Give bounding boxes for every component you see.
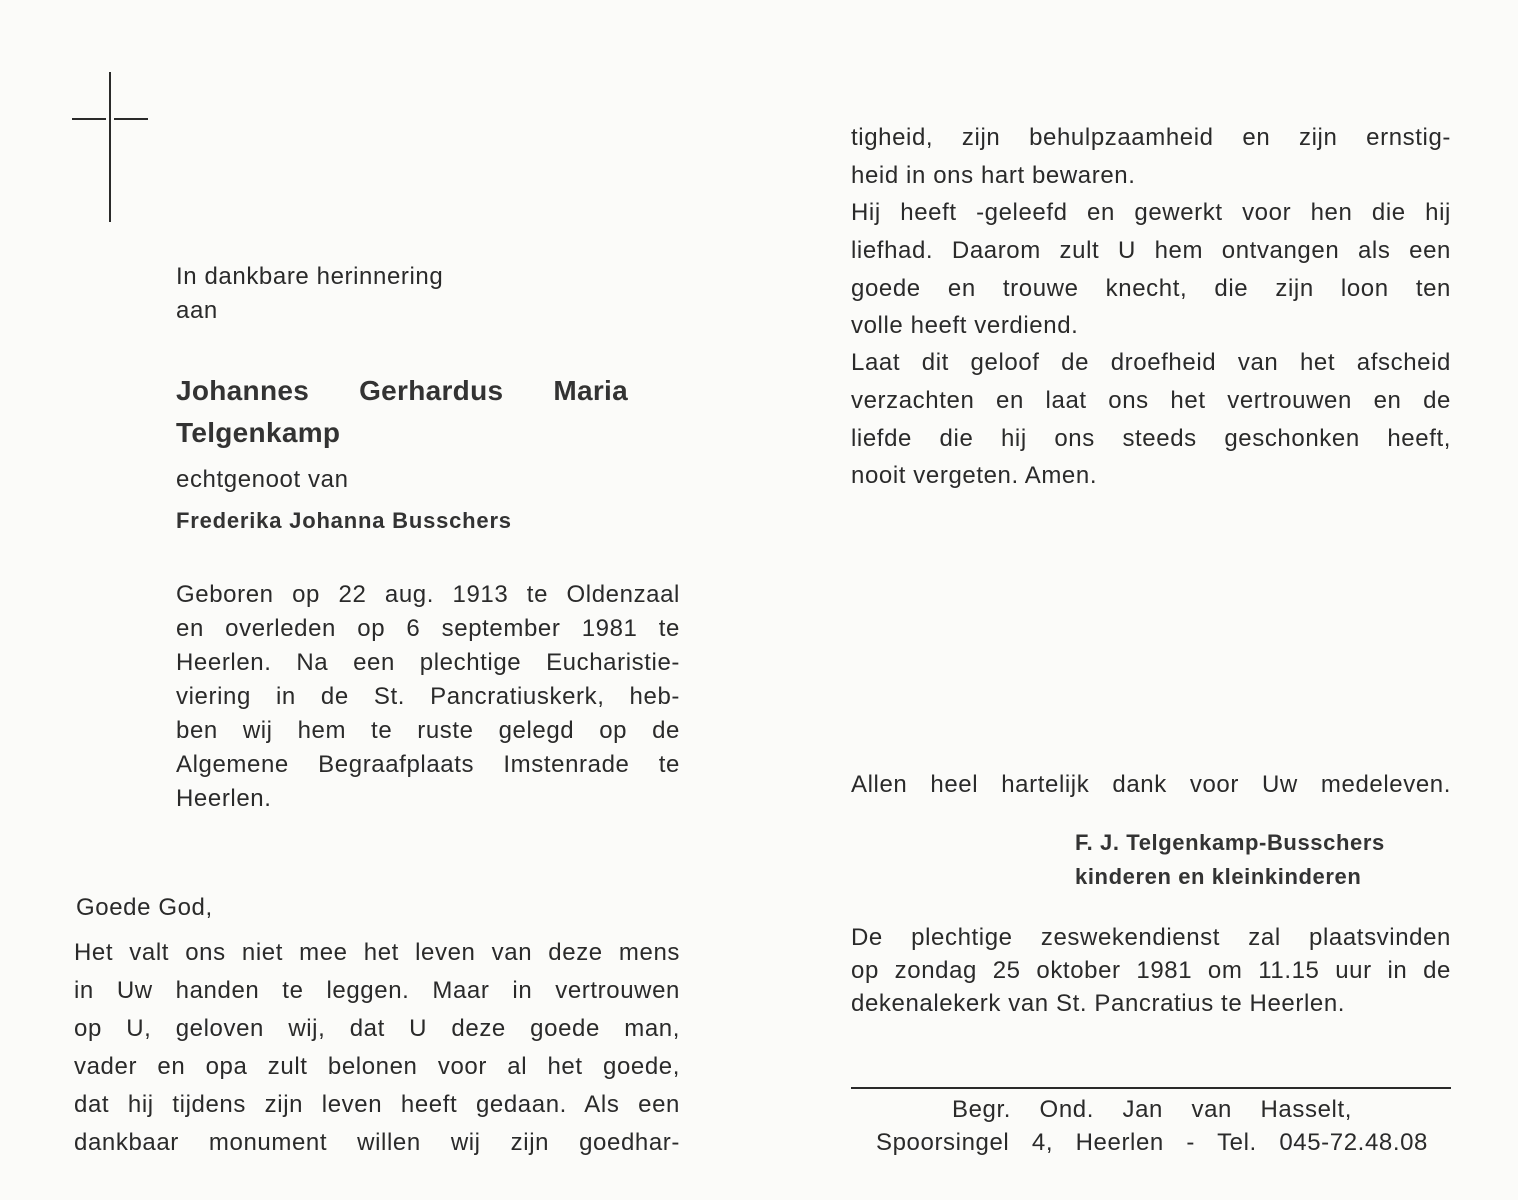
divider-line: [851, 1087, 1451, 1089]
bio-line: en overleden op 6 september 1981 te: [176, 615, 680, 642]
intro-line-2: aan: [176, 297, 218, 324]
prayer-cont-line: Hij heeft -geleefd en gewerkt voor hen die hij: [851, 199, 1451, 226]
spouse-of-label: echtgenoot van: [176, 466, 349, 493]
first-name: Johannes: [176, 375, 310, 406]
prayer-cont-line: goede en trouwe knecht, die zijn loon ten: [851, 275, 1451, 302]
prayer-line: Het valt ons niet mee het leven van deze mens: [74, 939, 680, 966]
cross-vertical: [109, 72, 111, 222]
bio-line: ben wij hem te ruste gelegd op de: [176, 717, 680, 744]
prayer-cont-line: nooit vergeten. Amen.: [851, 462, 1098, 489]
signature-line-1: F. J. Telgenkamp-Busschers: [1075, 830, 1385, 855]
prayer-cont-line: liefde die hij ons steeds geschonken heeft,: [851, 425, 1451, 452]
service-line: op zondag 25 oktober 1981 om 11.15 uur in de: [851, 957, 1451, 984]
bio-line: Algemene Begraafplaats Imstenrade te: [176, 751, 680, 778]
prayer-cont-line: tigheid, zijn behulpzaamheid en zijn ernstig-: [851, 124, 1451, 151]
prayer-line: op U, geloven wij, dat U deze goede man,: [74, 1015, 680, 1042]
signature-line-2: kinderen en kleinkinderen: [1075, 864, 1362, 889]
prayer-cont-line: liefhad. Daarom zult U hem ontvangen als een: [851, 237, 1451, 264]
spouse-name: Frederika Johanna Busschers: [176, 508, 512, 533]
cross-horizontal-right: [114, 118, 148, 120]
prayer-cont-line: heid in ons hart bewaren.: [851, 162, 1136, 189]
thanks-text: Allen heel hartelijk dank voor Uw medeleven.: [851, 771, 1451, 798]
service-line: De plechtige zeswekendienst zal plaatsvinden: [851, 924, 1451, 951]
prayer-cont-line: volle heeft verdiend.: [851, 312, 1079, 339]
prayer-line: in Uw handen te leggen. Maar in vertrouwen: [74, 977, 680, 1004]
prayer-cont-line: verzachten en laat ons het vertrouwen en de: [851, 387, 1451, 414]
undertaker-line-2: Spoorsingel 4, Heerlen - Tel. 045-72.48.08: [876, 1129, 1428, 1156]
undertaker-line-1: Begr. Ond. Jan van Hasselt,: [952, 1096, 1352, 1123]
bio-line: Heerlen. Na een plechtige Eucharistie-: [176, 649, 680, 676]
bio-line: Heerlen.: [176, 785, 272, 812]
prayer-line: vader en opa zult belonen voor al het goede,: [74, 1053, 680, 1080]
intro-line-1: In dankbare herinnering: [176, 263, 444, 290]
prayer-line: dat hij tijdens zijn leven heeft gedaan. Als een: [74, 1091, 680, 1118]
cross-horizontal-left: [72, 118, 106, 120]
middle-name-2: Maria: [553, 375, 628, 406]
deceased-name-line-1: [176, 375, 628, 407]
prayer-line: dankbaar monument willen wij zijn goedhar-: [74, 1129, 680, 1156]
service-line: dekenalekerk van St. Pancratius te Heerlen.: [851, 990, 1346, 1017]
prayer-cont-line: Laat dit geloof de droefheid van het afscheid: [851, 349, 1451, 376]
prayer-title: Goede God,: [76, 894, 213, 921]
deceased-surname: Telgenkamp: [176, 417, 341, 448]
middle-name-1: Gerhardus: [359, 375, 504, 406]
bio-line: Geboren op 22 aug. 1913 te Oldenzaal: [176, 581, 680, 608]
bio-line: viering in de St. Pancratiuskerk, heb-: [176, 683, 680, 710]
